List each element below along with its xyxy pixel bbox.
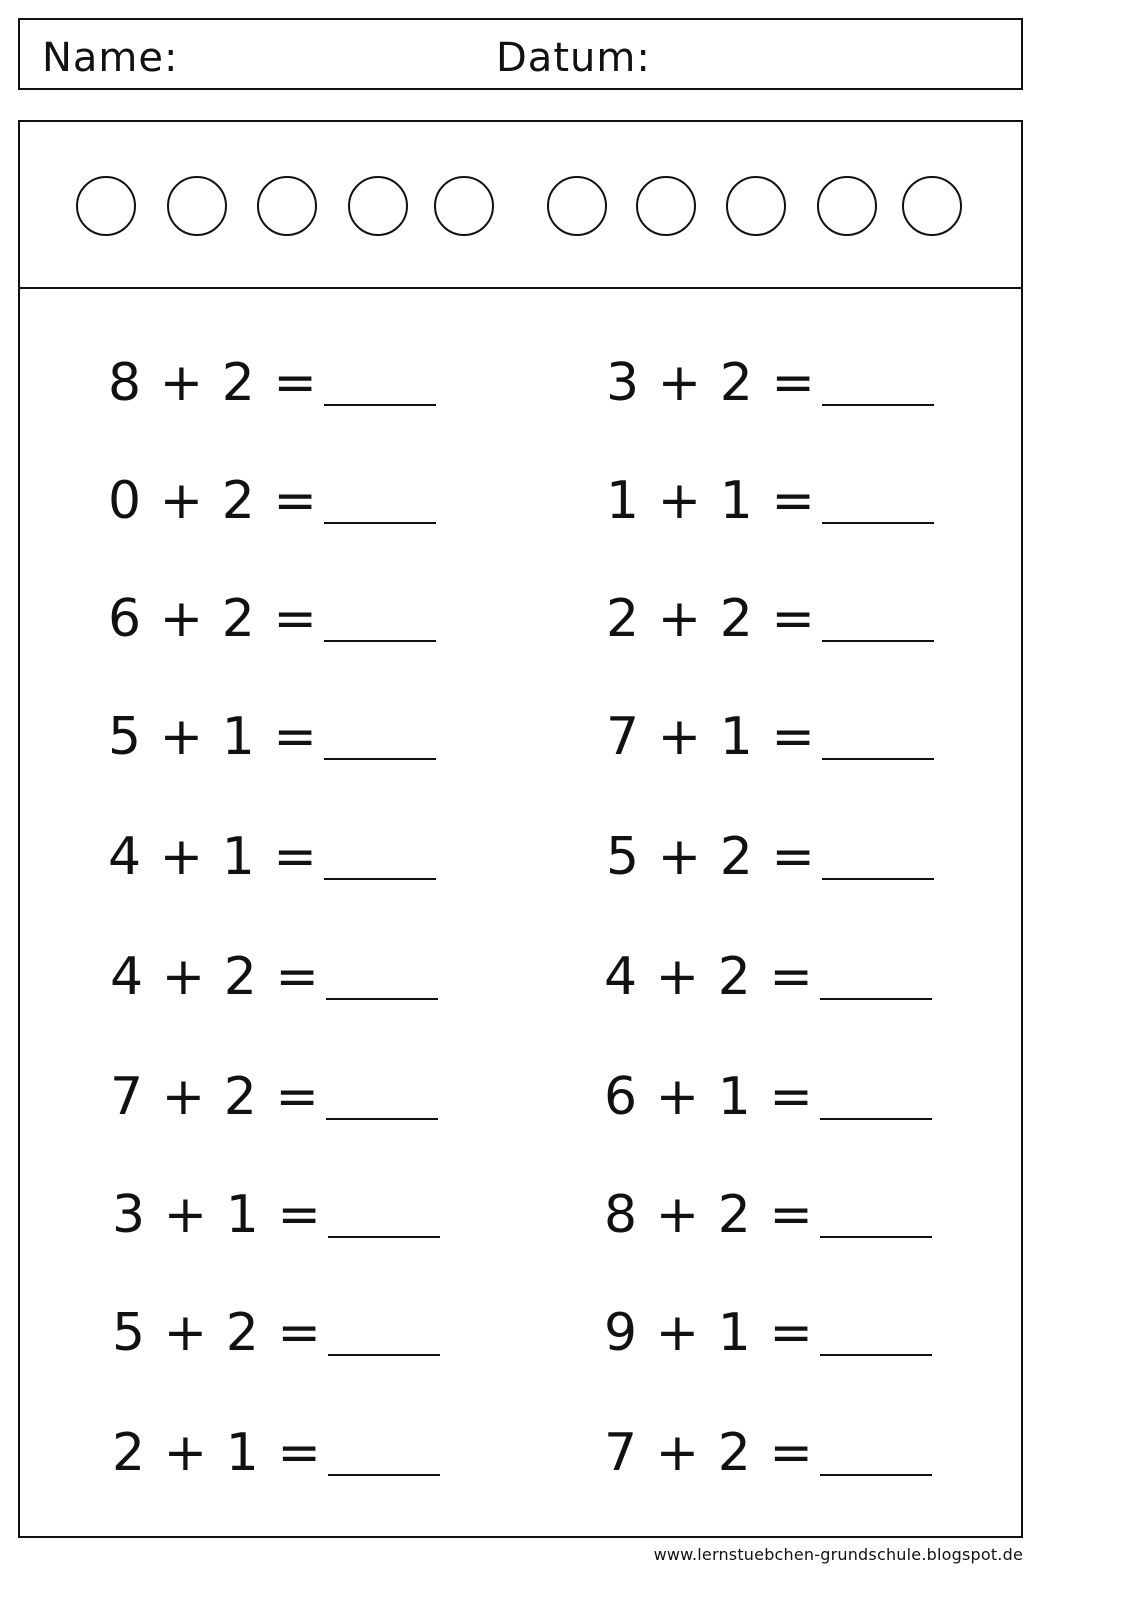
task-left-8	[112, 1180, 472, 1250]
task-right-9	[604, 1298, 964, 1368]
task-expression: 1 + 1 =	[606, 471, 816, 531]
task-left-7	[110, 1062, 470, 1132]
answer-line[interactable]	[326, 998, 438, 1000]
task-left-4	[108, 702, 468, 772]
task-right-4	[606, 702, 966, 772]
task-expression: 5 + 2 =	[606, 827, 816, 887]
task-right-7	[604, 1062, 964, 1132]
task-expression: 6 + 2 =	[108, 589, 318, 649]
footer-url: www.lernstuebchen-grundschule.blogspot.de	[653, 1545, 1023, 1564]
answer-line[interactable]	[324, 640, 436, 642]
task-right-5	[606, 822, 966, 892]
task-left-1	[108, 348, 468, 418]
task-expression: 3 + 1 =	[112, 1185, 322, 1245]
answer-circle[interactable]	[434, 176, 494, 236]
task-expression: 5 + 1 =	[108, 707, 318, 767]
answer-line[interactable]	[820, 998, 932, 1000]
task-right-10	[604, 1418, 964, 1488]
task-left-2	[108, 466, 468, 536]
answer-circle[interactable]	[348, 176, 408, 236]
answer-circle[interactable]	[547, 176, 607, 236]
task-expression: 7 + 2 =	[110, 1067, 320, 1127]
task-expression: 8 + 2 =	[108, 353, 318, 413]
answer-circle[interactable]	[726, 176, 786, 236]
answer-circles-row	[20, 122, 1021, 289]
task-expression: 3 + 2 =	[606, 353, 816, 413]
task-expression: 4 + 1 =	[108, 827, 318, 887]
task-left-3	[108, 584, 468, 654]
answer-line[interactable]	[324, 878, 436, 880]
task-right-6	[604, 942, 964, 1012]
answer-line[interactable]	[820, 1118, 932, 1120]
task-right-1	[606, 348, 966, 418]
answer-line[interactable]	[324, 522, 436, 524]
answer-line[interactable]	[822, 878, 934, 880]
task-right-2	[606, 466, 966, 536]
answer-line[interactable]	[820, 1354, 932, 1356]
answer-circle[interactable]	[902, 176, 962, 236]
name-label: Name:	[42, 35, 179, 81]
task-expression: 0 + 2 =	[108, 471, 318, 531]
answer-line[interactable]	[328, 1236, 440, 1238]
answer-circle[interactable]	[817, 176, 877, 236]
answer-line[interactable]	[822, 640, 934, 642]
task-expression: 5 + 2 =	[112, 1303, 322, 1363]
answer-line[interactable]	[822, 404, 934, 406]
answer-line[interactable]	[822, 522, 934, 524]
task-right-3	[606, 584, 966, 654]
answer-line[interactable]	[326, 1118, 438, 1120]
task-expression: 2 + 2 =	[606, 589, 816, 649]
task-right-8	[604, 1180, 964, 1250]
header-box	[18, 18, 1023, 90]
answer-line[interactable]	[822, 758, 934, 760]
task-expression: 4 + 2 =	[604, 947, 814, 1007]
answer-circle[interactable]	[76, 176, 136, 236]
answer-line[interactable]	[328, 1354, 440, 1356]
answer-line[interactable]	[820, 1474, 932, 1476]
date-label: Datum:	[496, 35, 651, 81]
answer-line[interactable]	[820, 1236, 932, 1238]
task-expression: 6 + 1 =	[604, 1067, 814, 1127]
answer-line[interactable]	[328, 1474, 440, 1476]
answer-circle[interactable]	[636, 176, 696, 236]
task-left-6	[110, 942, 470, 1012]
task-expression: 9 + 1 =	[604, 1303, 814, 1363]
answer-circle[interactable]	[167, 176, 227, 236]
answer-circle[interactable]	[257, 176, 317, 236]
task-expression: 8 + 2 =	[604, 1185, 814, 1245]
task-left-5	[108, 822, 468, 892]
worksheet-box	[18, 120, 1023, 1538]
task-expression: 4 + 2 =	[110, 947, 320, 1007]
answer-line[interactable]	[324, 404, 436, 406]
task-expression: 7 + 2 =	[604, 1423, 814, 1483]
task-left-9	[112, 1298, 472, 1368]
task-expression: 2 + 1 =	[112, 1423, 322, 1483]
answer-line[interactable]	[324, 758, 436, 760]
task-expression: 7 + 1 =	[606, 707, 816, 767]
task-left-10	[112, 1418, 472, 1488]
